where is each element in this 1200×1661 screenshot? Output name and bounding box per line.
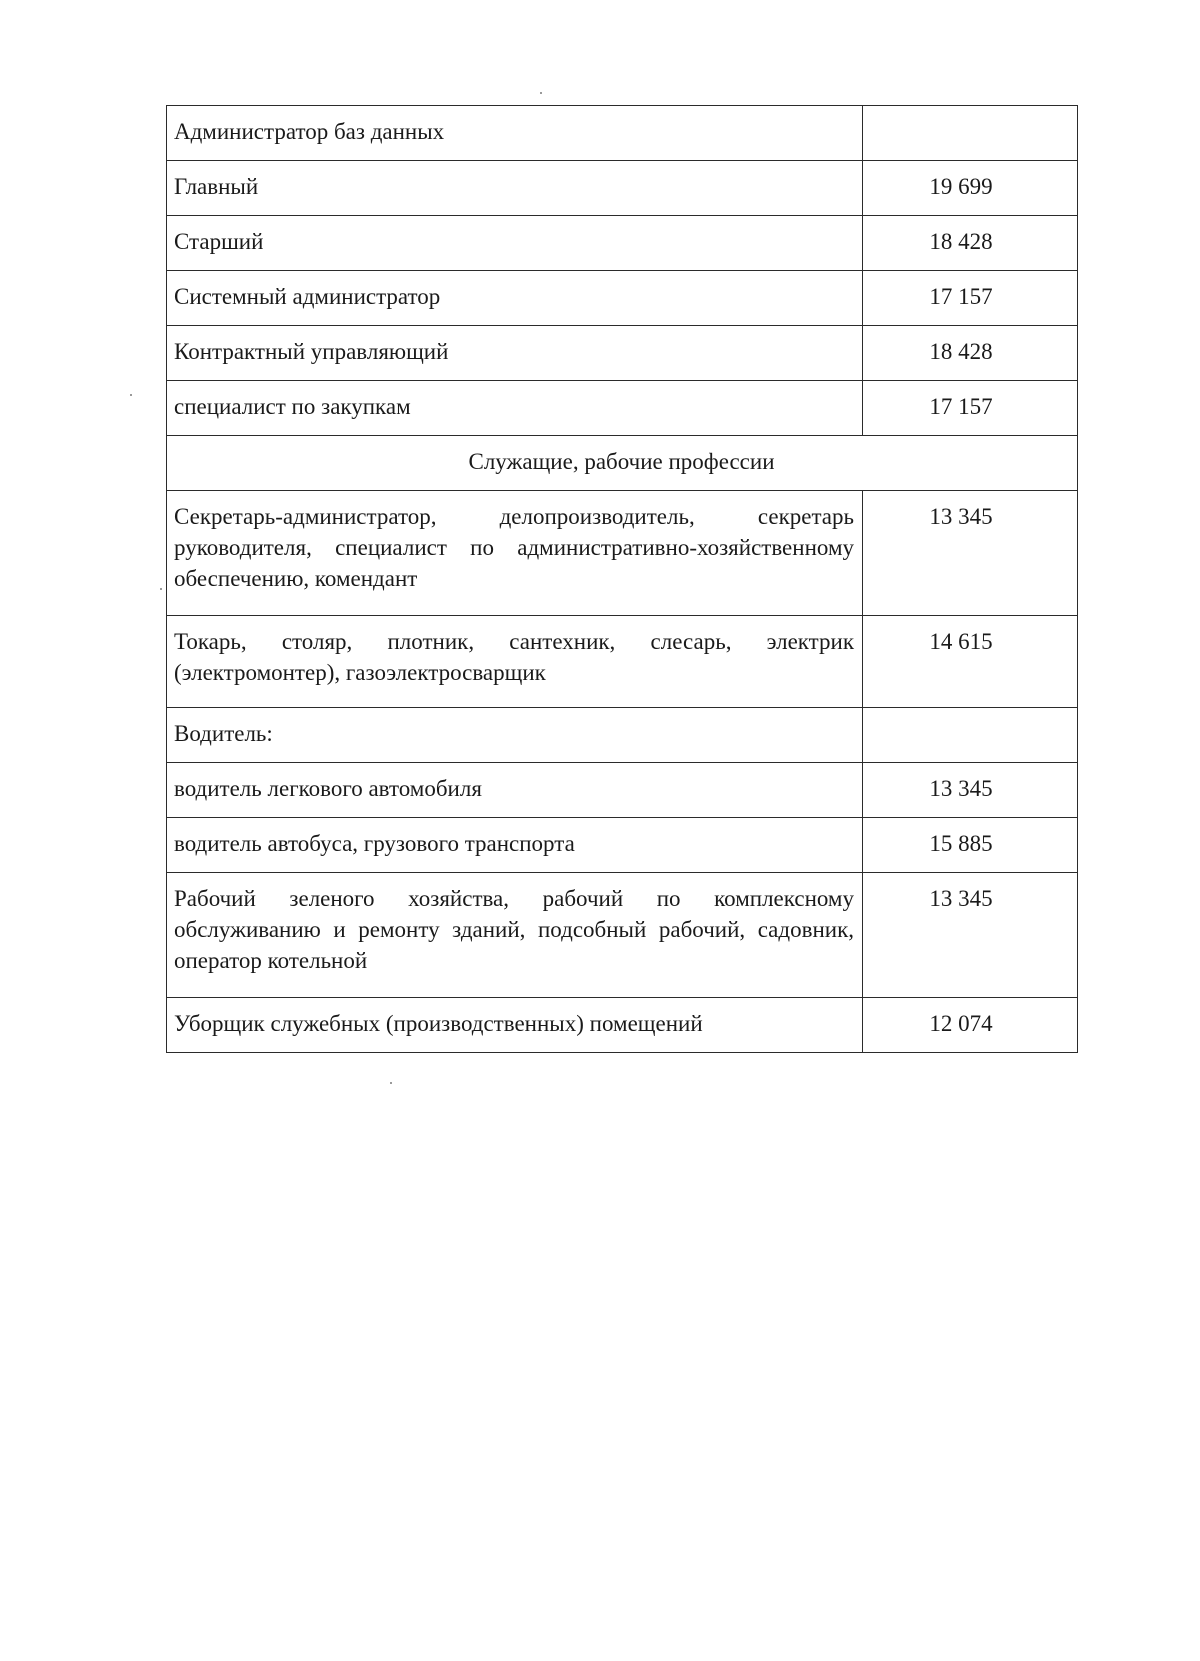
table-row	[167, 708, 1078, 763]
table-row	[167, 763, 1078, 818]
salary-value	[863, 106, 1078, 161]
table-row	[167, 873, 1078, 998]
scan-speck	[160, 588, 162, 590]
salary-value: 15 885	[863, 818, 1078, 873]
scan-speck	[540, 92, 542, 94]
position-name: водитель легкового автомобиля	[167, 763, 863, 818]
salary-value: 17 157	[863, 381, 1078, 436]
position-name: специалист по закупкам	[167, 381, 863, 436]
salary-value	[863, 708, 1078, 763]
salary-value: 19 699	[863, 161, 1078, 216]
table-row	[167, 216, 1078, 271]
table-row	[167, 271, 1078, 326]
salary-value: 13 345	[863, 491, 1078, 616]
salary-value: 18 428	[863, 326, 1078, 381]
table-row	[167, 616, 1078, 708]
position-name: Администратор баз данных	[167, 106, 863, 161]
salary-value: 13 345	[863, 763, 1078, 818]
position-name: Токарь, столяр, плотник, сантехник, слесарь, электрик (электромонтер), газоэлектросварщик	[167, 616, 863, 708]
salary-value: 14 615	[863, 616, 1078, 708]
position-name: Старший	[167, 216, 863, 271]
salary-value: 12 074	[863, 998, 1078, 1053]
section-row	[167, 436, 1078, 491]
salary-value: 17 157	[863, 271, 1078, 326]
table-row	[167, 491, 1078, 616]
position-name: Главный	[167, 161, 863, 216]
scan-speck	[390, 1082, 392, 1084]
position-name: Водитель:	[167, 708, 863, 763]
position-name: водитель автобуса, грузового транспорта	[167, 818, 863, 873]
salary-value: 13 345	[863, 873, 1078, 998]
table-row	[167, 326, 1078, 381]
salary-value: 18 428	[863, 216, 1078, 271]
position-name: Уборщик служебных (производственных) помещений	[167, 998, 863, 1053]
salary-table	[166, 105, 1078, 1053]
section-heading: Служащие, рабочие профессии	[167, 436, 1078, 491]
position-name: Контрактный управляющий	[167, 326, 863, 381]
scan-speck	[130, 394, 132, 396]
table-row	[167, 818, 1078, 873]
position-name: Рабочий зеленого хозяйства, рабочий по комплексному обслуживанию и ремонту зданий, подсобный рабочий, садовник, оператор котельной	[167, 873, 863, 998]
position-name: Секретарь-администратор, делопроизводитель, секретарь руководителя, специалист по административно-хозяйственному обеспечению, комендант	[167, 491, 863, 616]
table-row	[167, 998, 1078, 1053]
position-name: Системный администратор	[167, 271, 863, 326]
table-row	[167, 106, 1078, 161]
table-row	[167, 161, 1078, 216]
table-row	[167, 381, 1078, 436]
